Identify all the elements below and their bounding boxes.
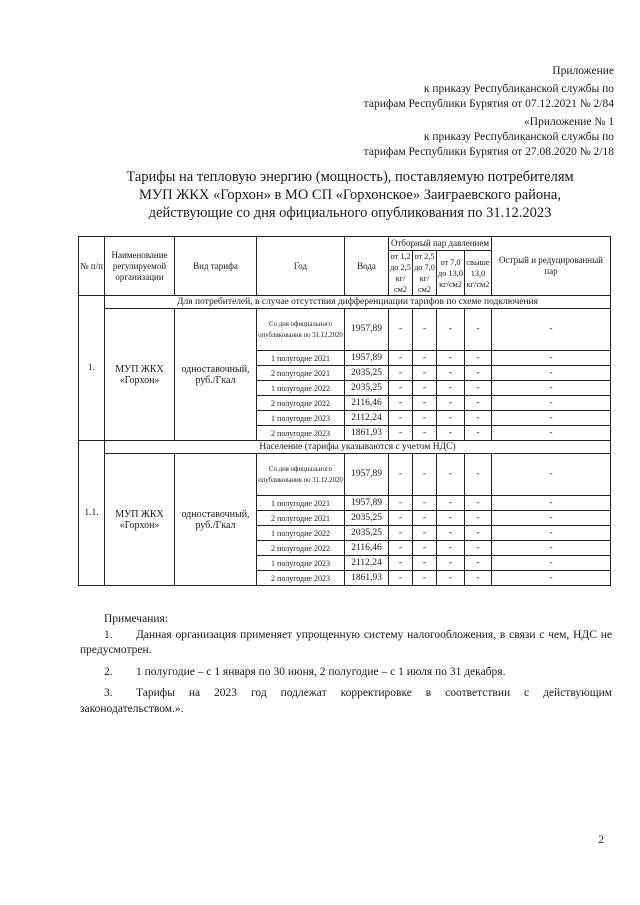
row-p3: - <box>437 454 465 496</box>
row-p4: - <box>465 541 492 556</box>
row-period: 1 полугодие 2023 <box>257 411 345 426</box>
header-sharp-steam: Острый и редуцированный пар <box>492 237 611 296</box>
row-p4: - <box>465 511 492 526</box>
org-name: МУП ЖКХ «Горхон» <box>105 309 175 441</box>
row-period: 2 полугодие 2023 <box>257 426 345 441</box>
header-num: № п/п <box>79 237 105 296</box>
tariff-table <box>78 236 611 586</box>
title-line2: МУП ЖКХ «Горхон» в МО СП «Горхонское» Заиграевского района, <box>139 187 561 203</box>
note-item <box>92 665 612 681</box>
header-steam-group: Отборный пар давлением <box>389 237 492 251</box>
row-water: 2035,25 <box>345 381 389 396</box>
row-period: 2 полугодие 2021 <box>257 511 345 526</box>
document-title <box>80 168 620 222</box>
row-p2: - <box>413 351 437 366</box>
row-water: 2035,25 <box>345 511 389 526</box>
row-p1: - <box>389 541 413 556</box>
row-sharp: - <box>492 541 611 556</box>
row-p3: - <box>437 351 465 366</box>
row-water: 2035,25 <box>345 366 389 381</box>
title-line1: Тарифы на тепловую энергию (мощность), поставляемую потребителям <box>126 169 574 185</box>
row-p3: - <box>437 381 465 396</box>
row-p2: - <box>413 526 437 541</box>
note-text: Данная организация применяет упрощенную систему налогообложения, в связи с чем, НДС не предусмотрен. <box>80 628 612 656</box>
row-p2: - <box>413 541 437 556</box>
row-p1: - <box>389 309 413 351</box>
row-sharp: - <box>492 381 611 396</box>
row-p3: - <box>437 556 465 571</box>
row-p4: - <box>465 366 492 381</box>
row-water: 1861,93 <box>345 426 389 441</box>
row-p2: - <box>413 454 437 496</box>
row-water: 1957,89 <box>345 454 389 496</box>
row-p4: - <box>465 571 492 586</box>
row-p2: - <box>413 426 437 441</box>
row-period: 1 полугодие 2021 <box>257 496 345 511</box>
row-p1: - <box>389 396 413 411</box>
note-number: 1. <box>104 628 113 641</box>
row-p2: - <box>413 381 437 396</box>
row-period: 2 полугодие 2021 <box>257 366 345 381</box>
row-p1: - <box>389 426 413 441</box>
row-p2: - <box>413 309 437 351</box>
header-pressure-2: от 2,5 до 7,0 кг/см2 <box>414 252 435 294</box>
row-sharp: - <box>492 511 611 526</box>
row-water: 1957,89 <box>345 351 389 366</box>
header-year: Год <box>257 237 345 296</box>
row-p2: - <box>413 571 437 586</box>
row-p4: - <box>465 496 492 511</box>
row-p4: - <box>465 396 492 411</box>
appendix1-label: «Приложение № 1 <box>524 116 614 128</box>
note-item <box>80 628 612 659</box>
row-p3: - <box>437 541 465 556</box>
row-p1: - <box>389 526 413 541</box>
row-sharp: - <box>492 496 611 511</box>
row-p3: - <box>437 496 465 511</box>
row-p3: - <box>437 309 465 351</box>
row-water: 2116,46 <box>345 541 389 556</box>
tariff-type: одноставочный, руб./Гкал <box>175 454 257 586</box>
row-period: 2 полугодие 2023 <box>257 571 345 586</box>
note-number: 3. <box>104 687 113 699</box>
row-p4: - <box>465 526 492 541</box>
row-p4: - <box>465 309 492 351</box>
row-p4: - <box>465 426 492 441</box>
row-period: 1 полугодие 2022 <box>257 526 345 541</box>
row-p2: - <box>413 366 437 381</box>
row-p2: - <box>413 396 437 411</box>
row-p3: - <box>437 511 465 526</box>
row-p4: - <box>465 411 492 426</box>
note-text: Тарифы на 2023 год подлежат корректировке в соответствии с действующим законодательством.». <box>80 687 612 715</box>
section-caption: Население (тарифы указываются с учетом НДС) <box>105 441 611 454</box>
row-p2: - <box>413 556 437 571</box>
row-sharp: - <box>492 556 611 571</box>
row-p2: - <box>413 511 437 526</box>
row-period: 2 полугодие 2022 <box>257 396 345 411</box>
org-name: МУП ЖКХ «Горхон» <box>105 454 175 586</box>
row-period: 1 полугодие 2022 <box>257 381 345 396</box>
row-sharp: - <box>492 396 611 411</box>
row-p3: - <box>437 396 465 411</box>
row-sharp: - <box>492 526 611 541</box>
header-pressure-1: от 1,2 до 2,5 кг/см2 <box>390 252 411 294</box>
row-sharp: - <box>492 351 611 366</box>
tariff-type: одноставочный, руб./Гкал <box>175 309 257 441</box>
note-item <box>80 686 612 717</box>
order1-line2: тарифам Республики Бурятия от 07.12.2021 № 2/84 <box>363 98 614 110</box>
row-p1: - <box>389 381 413 396</box>
row-p1: - <box>389 454 413 496</box>
row-sharp: - <box>492 309 611 351</box>
notes <box>80 612 612 717</box>
row-p4: - <box>465 556 492 571</box>
header-pressure-3: от 7,0 до 13,0 кг/см2 <box>437 251 465 296</box>
row-sharp: - <box>492 426 611 441</box>
row-sharp: - <box>492 366 611 381</box>
row-sharp: - <box>492 454 611 496</box>
appendix-label: Приложение <box>552 65 614 77</box>
row-period: 1 полугодие 2021 <box>257 351 345 366</box>
row-p1: - <box>389 411 413 426</box>
row-p1: - <box>389 511 413 526</box>
row-p1: - <box>389 351 413 366</box>
row-period: Со дня официального опубликования по 31.12.2020 <box>257 454 345 496</box>
row-water: 1957,89 <box>345 496 389 511</box>
page-number: 2 <box>598 834 604 846</box>
row-water: 2112,24 <box>345 411 389 426</box>
row-p2: - <box>413 411 437 426</box>
row-water: 1861,93 <box>345 571 389 586</box>
order2-line2: тарифам Республики Бурятия от 27.08.2020 № 2/18 <box>363 146 614 158</box>
row-p2: - <box>413 496 437 511</box>
row-sharp: - <box>492 411 611 426</box>
header-tariff-type: Вид тарифа <box>175 237 257 296</box>
header-water: Вода <box>345 237 389 296</box>
row-p1: - <box>389 496 413 511</box>
row-p4: - <box>465 454 492 496</box>
row-period: 2 полугодие 2022 <box>257 541 345 556</box>
row-p3: - <box>437 411 465 426</box>
row-p3: - <box>437 426 465 441</box>
note-number: 2. <box>104 665 113 678</box>
title-line3: действующие со дня официального опубликования по 31.12.2023 <box>148 205 552 221</box>
row-p4: - <box>465 351 492 366</box>
row-p1: - <box>389 556 413 571</box>
section-caption: Для потребителей, в случае отсутствия дифференциации тарифов по схеме подключения <box>105 296 611 309</box>
row-p3: - <box>437 571 465 586</box>
notes-title: Примечания: <box>104 613 168 625</box>
row-period: 1 полугодие 2023 <box>257 556 345 571</box>
order2-line1: к приказу Республиканской службы по <box>423 131 614 143</box>
row-p3: - <box>437 526 465 541</box>
row-water: 2112,24 <box>345 556 389 571</box>
row-p1: - <box>389 571 413 586</box>
section-num: 1. <box>79 296 105 441</box>
row-water: 2035,25 <box>345 526 389 541</box>
note-text: 1 полугодие – с 1 января по 30 июня, 2 полугодие – с 1 июля по 31 декабря. <box>136 665 506 678</box>
header-org: Наименование регулируемой организации <box>105 237 175 296</box>
row-water: 1957,89 <box>345 309 389 351</box>
row-sharp: - <box>492 571 611 586</box>
section-num: 1.1. <box>79 441 105 586</box>
row-p3: - <box>437 366 465 381</box>
row-period: Со дня официального опубликования по 31.12.2020 <box>257 309 345 351</box>
row-p4: - <box>465 381 492 396</box>
header-pressure-4: свыше 13,0 кг/см2 <box>465 251 492 296</box>
order1-line1: к приказу Республиканской службы по <box>423 83 614 95</box>
row-p1: - <box>389 366 413 381</box>
row-water: 2116,46 <box>345 396 389 411</box>
